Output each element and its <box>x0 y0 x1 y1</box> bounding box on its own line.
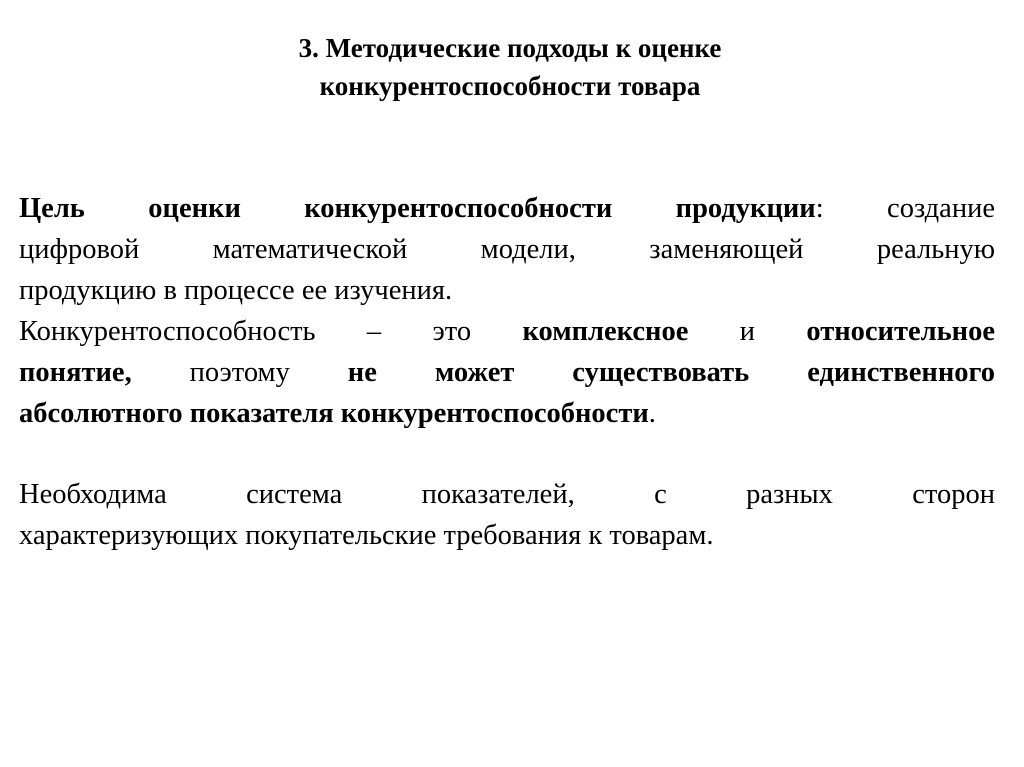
goal-term: Цель оценки конкурентоспособности продукции <box>19 193 816 224</box>
system-line-1: Необходима система показателей, с разных сторон <box>19 479 995 510</box>
definition-line-3 <box>19 393 995 434</box>
goal-line-1-rest: : создание <box>815 193 995 224</box>
slide-body <box>19 188 995 556</box>
definition-line-1 <box>19 311 995 352</box>
relative-term: относительное <box>806 316 995 347</box>
system-line-2: характеризующих покупательские требования к товарам. <box>19 520 714 551</box>
cannot-exist-phrase: не может существовать единственного <box>347 357 996 388</box>
concept-term: понятие, <box>19 357 132 388</box>
definition-paragraph <box>19 311 995 434</box>
goal-line-2: цифровой математической модели, заменяющей реальную <box>19 234 995 265</box>
conjunction: и <box>688 316 807 347</box>
system-paragraph <box>19 474 995 556</box>
definition-line-2 <box>19 352 995 393</box>
definition-term: Конкурентоспособность – это <box>19 316 523 347</box>
goal-line-1 <box>19 188 995 229</box>
complex-term: комплексное <box>522 316 689 347</box>
goal-line-3: продукцию в процессе ее изучения. <box>19 275 453 306</box>
slide-title-line-1: 3. Методические подходы к оценке <box>298 33 722 63</box>
slide-title <box>200 29 820 105</box>
absolute-indicator-phrase: абсолютного показателя конкурентоспособности <box>19 398 649 429</box>
slide-title-line-2: конкурентоспособности товара <box>319 71 701 101</box>
goal-paragraph <box>19 188 995 311</box>
therefore-word: поэтому <box>131 357 348 388</box>
definition-period: . <box>648 398 656 429</box>
